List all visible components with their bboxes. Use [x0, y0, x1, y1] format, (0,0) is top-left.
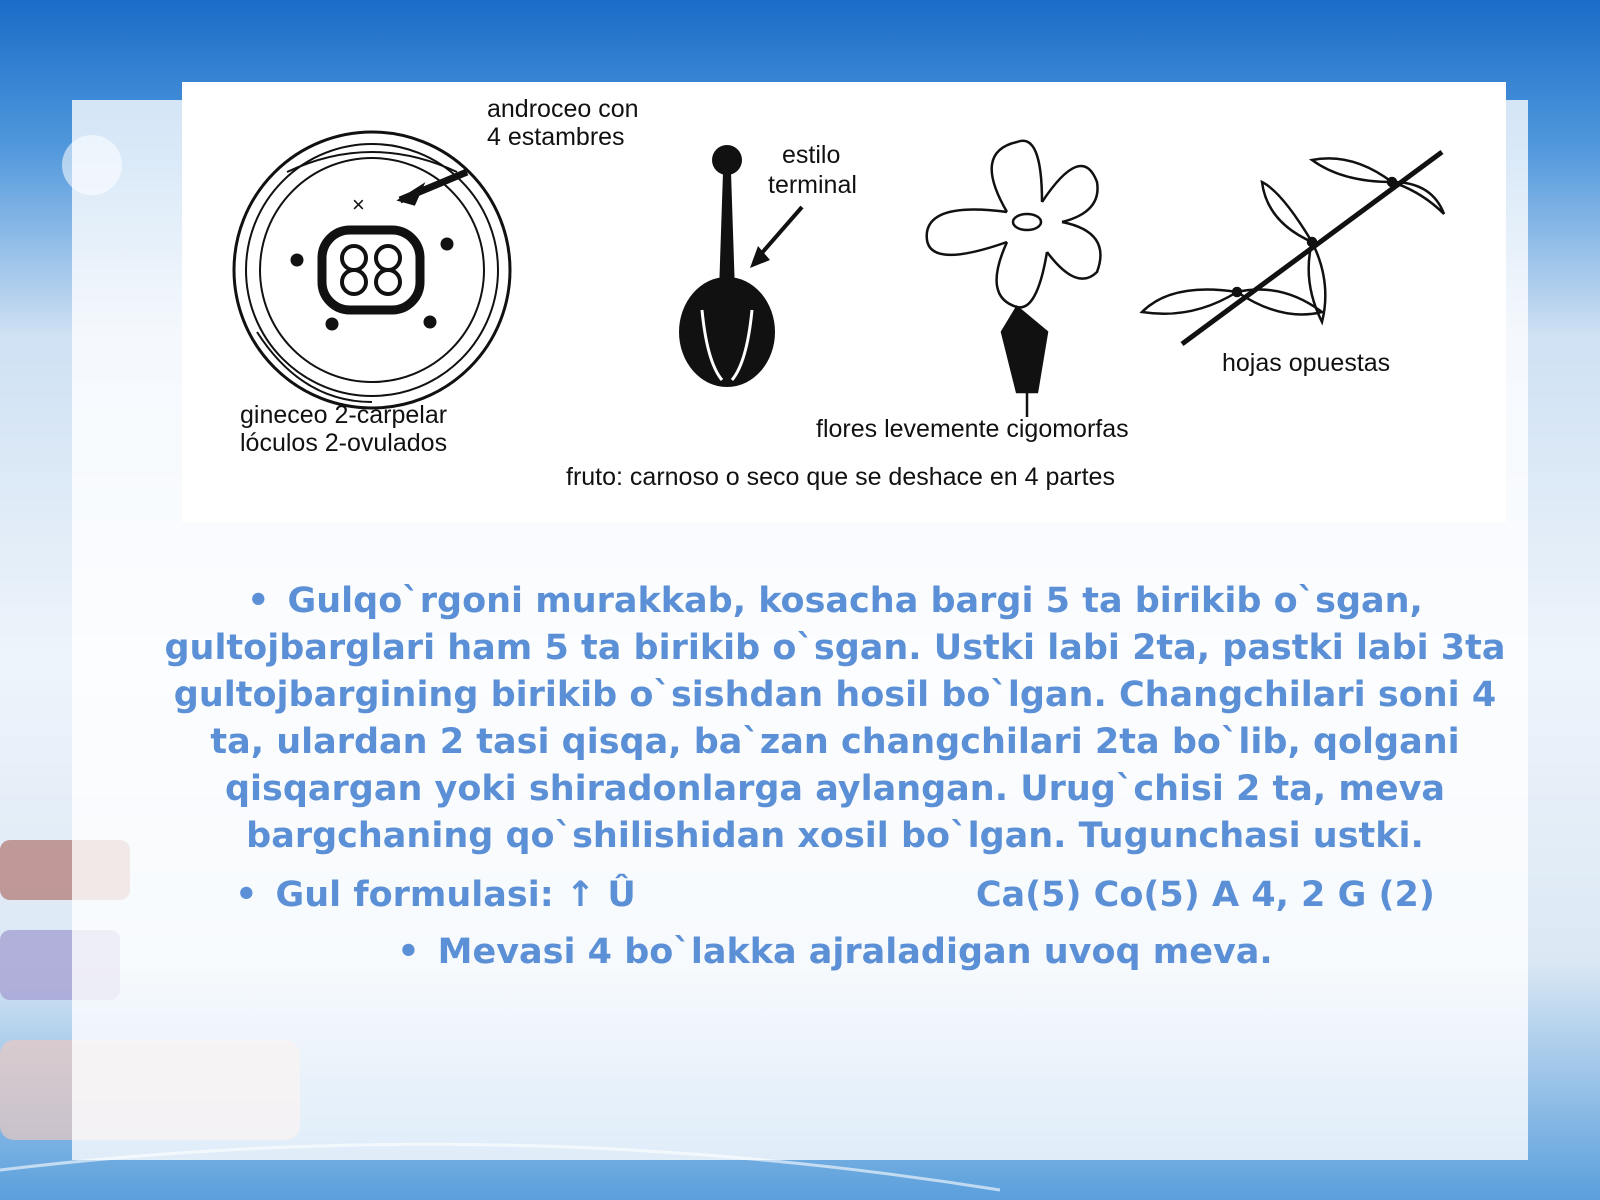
- label-flores: flores levemente cigomorfas: [816, 415, 1129, 443]
- flower-icon: [927, 141, 1101, 417]
- bullet-marker: •: [235, 875, 258, 915]
- bullet-description: [150, 578, 1520, 860]
- label-hojas: hojas opuestas: [1222, 349, 1391, 377]
- label-estilo-line1: estilo: [782, 141, 841, 169]
- leaves-icon: [1142, 152, 1444, 344]
- label-gineceo-line1: gineceo 2-carpelar: [240, 401, 448, 429]
- label-gineceo-line2: lóculos 2-ovulados: [240, 429, 448, 457]
- bullet-fruit: [150, 929, 1520, 976]
- label-androceo-line1: androceo con: [487, 95, 639, 123]
- botanical-illustration: [182, 82, 1506, 522]
- bullet-marker: •: [247, 581, 270, 621]
- bullet-marker: •: [397, 932, 420, 972]
- floral-diagram-icon: [234, 132, 510, 408]
- label-fruto: fruto: carnoso o seco que se deshace en 4 partes: [566, 463, 1115, 491]
- bullet-description-text: Gulqo`rgoni murakkab, kosacha bargi 5 ta birikib o`sgan, gultojbarglari ham 5 ta birikib o`sgan. Ustki labi 2ta, pastki labi 3ta gultojbargining birikib o`sishdan hosil bo`lgan. Changchilari soni 4 ta, ulardan 2 tasi qisqa, ba`zan changchilari 2ta bo`lib, qolgani qisqargan yoki shiradonlarga aylangan. Urug`chisi 2 ta, meva bargchaning qo`shilishidan xosil bo`lgan. Tugunchasi ustki.: [164, 581, 1506, 856]
- formula-value: Ca(5) Co(5) A 4, 2 G (2): [975, 875, 1435, 915]
- svg-text:×: ×: [352, 192, 365, 217]
- label-androceo-line2: 4 estambres: [487, 123, 625, 151]
- bullet-list: [150, 578, 1520, 976]
- label-estilo-line2: terminal: [768, 171, 857, 199]
- bullet-fruit-text: Mevasi 4 bo`lakka ajraladigan uvoq meva.: [437, 932, 1273, 972]
- bullet-formula: [150, 872, 1520, 919]
- formula-label: Gul formulasi: ↑ Û: [275, 875, 636, 915]
